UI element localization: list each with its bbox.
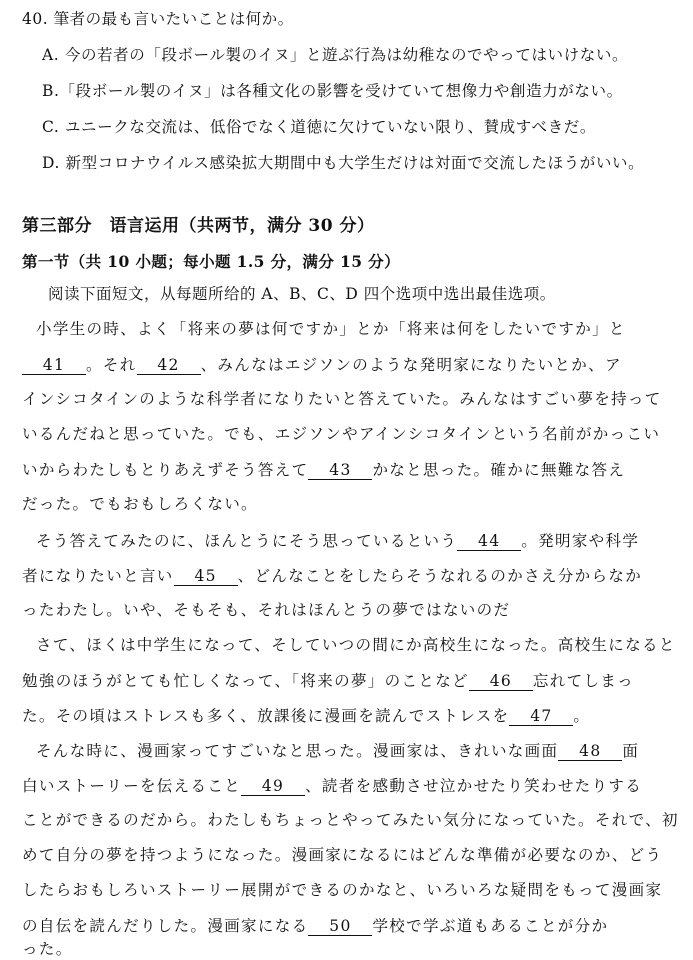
passage-line: そう答えてみたのに、ほんとうにそう思っているという 44 。発明家や科学 (36, 532, 640, 550)
passage-line: めて自分の夢を持つようになった。漫画家になるにはどんな準備が必要なのか、どう (22, 846, 663, 864)
passage-line: た。その頃はストレスも多く、放課後に漫画を読んでストレスを 47 。 (22, 707, 591, 725)
blank-43: 43 (308, 462, 372, 480)
blank-50: 50 (308, 918, 372, 936)
blank-44: 44 (457, 533, 521, 551)
passage-line: った。 (22, 940, 73, 958)
blank-48: 48 (558, 743, 622, 761)
passage-line: したらおもしろいストーリー展開ができるのかなと、いろいろな疑問をもって漫画家 (22, 881, 663, 899)
passage-line: 者になりたいと言い 45 、どんなことをしたらそうなれるのかさえ分からなか (22, 567, 643, 585)
option-d: D. 新型コロナウイルス感染拡大期間中も大学生だけは対面で交流したほうがいい。 (42, 154, 645, 172)
blank-45: 45 (174, 568, 238, 586)
blank-47: 47 (509, 708, 573, 726)
passage-line: インシコタインのような科学者になりたいと答えていた。みんなはすごい夢を持って (22, 390, 662, 408)
blank-49: 49 (241, 778, 305, 796)
section-instruction: 阅读下面短文，从每题所给的 A、B、C、D 四个选项中选出最佳选项。 (48, 285, 556, 303)
passage-line: 白いストーリーを伝えること 49 、読者を感動させ泣かせたり笑わせたりする (22, 777, 643, 795)
blank-46: 46 (469, 673, 533, 691)
blank-42: 42 (137, 357, 201, 375)
option-c: C. ユニークな交流は、低俗でなく道徳に欠けていない限り、賛成すべきだ。 (42, 118, 596, 136)
option-b: B.「段ボール製のイヌ」は各種文化の影響を受けていて想像力や創造力がない。 (42, 82, 623, 100)
section-subtitle: 第一节（共 10 小题；每小题 1.5 分，满分 15 分） (22, 252, 400, 271)
passage-line: そんな時に、漫画家ってすごいなと思った。漫画家は、きれいな画面 48 面 (36, 742, 640, 760)
passage-line: いるんだねと思っていた。でも、エジソンやアインシコタインという名前がかっこい (22, 425, 661, 443)
passage-line: の自伝を読んだりした。漫画家になる 50 学校で学ぶ道もあることが分か (22, 917, 609, 935)
option-a: A. 今の若者の「段ボール製のイヌ」と遊ぶ行為は幼稚なのでやってはいけない。 (42, 46, 629, 64)
passage-line: 小学生の時、よく「将来の夢は何ですか」とか「将来は何をしたいですか」と (36, 320, 626, 338)
section-title: 第三部分 语言运用（共两节，满分 30 分） (22, 216, 375, 236)
blank-41: 41 (22, 357, 86, 375)
passage-line: だった。でもおもしろくない。 (22, 495, 258, 513)
passage-line: 勉強のほうがとても忙しくなって、「将来の夢」のことなど 46 忘れてしまっ (22, 672, 635, 690)
passage-line: ったわたし。いや、そもそも、それはほんとうの夢ではないのだ (22, 601, 511, 619)
passage-line: 41 。それ 42 、みんなはエジソンのような発明家になりたいとか、ア (22, 357, 622, 375)
passage-line: ことができるのだから。わたしもちょっとやってみたい気分になっていた。それで、初 (22, 811, 679, 829)
passage-line: さて、ほくは中学生になって、そしていつの間にか高校生になった。高校生になると (36, 636, 676, 654)
question-stem: 40. 筆者の最も言いたいことは何か。 (22, 10, 294, 28)
passage-line: いからわたしもとりあえずそう答えて 43 かなと思った。確かに無難な答え (22, 461, 626, 479)
